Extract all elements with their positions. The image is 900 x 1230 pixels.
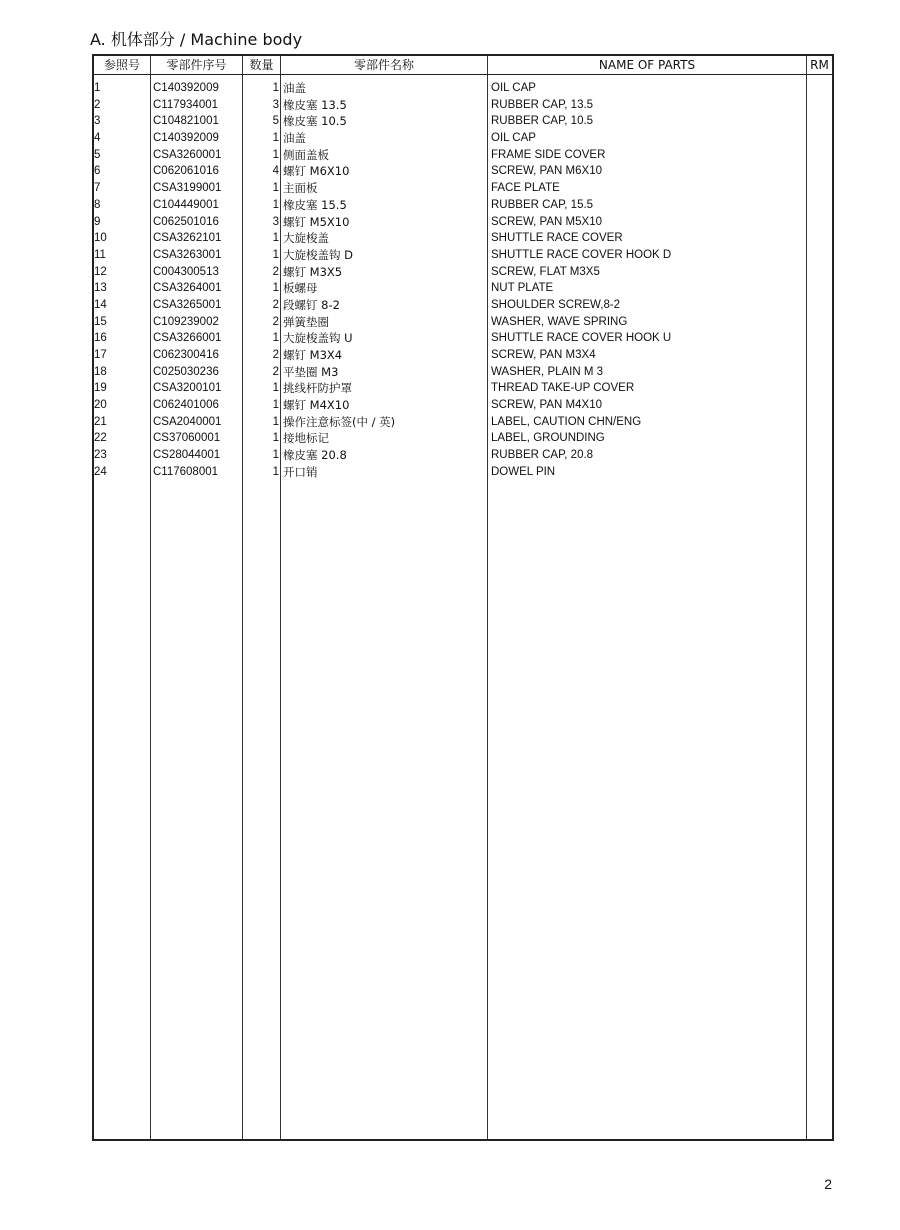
name-cn-cell: 橡皮塞 13.5 [283,97,347,112]
table-row [94,330,832,347]
qty-cell: 1 [272,415,279,428]
table-row [94,113,832,130]
ref-cell: 21 [94,415,107,428]
code-cell: CSA3200101 [153,382,222,395]
qty-cell: 1 [272,148,279,161]
table-row [94,264,832,281]
qty-cell: 2 [272,365,279,378]
code-cell: CSA2040001 [153,415,222,428]
table-row [94,464,832,481]
name-en-cell: LABEL, GROUNDING [491,432,605,445]
code-cell: C025030236 [153,365,219,378]
code-cell: C117934001 [153,98,219,111]
table-row [94,397,832,414]
ref-cell: 17 [94,349,107,361]
code-cell: CS28044001 [153,449,221,462]
name-cn-cell: 油盖 [283,81,306,95]
qty-cell: 3 [272,215,279,228]
ref-cell: 2 [94,98,101,111]
qty-cell: 1 [272,248,279,261]
ref-cell: 4 [94,132,101,145]
name-en-cell: SHUTTLE RACE COVER HOOK U [491,332,672,345]
ref-cell: 1 [94,82,101,94]
ref-cell: 7 [94,182,101,195]
name-en-cell: NUT PLATE [491,282,554,295]
code-cell: CS37060001 [153,432,221,445]
name-cn-cell: 挑线杆防护罩 [283,381,352,396]
name-cn-cell: 螺钉 M6X10 [283,164,350,179]
name-en-cell: SHOULDER SCREW,8-2 [491,298,621,311]
name-cn-cell: 侧面盖板 [283,147,329,162]
name-cn-cell: 段螺钉 8-2 [283,297,340,312]
name-en-cell: RUBBER CAP, 20.8 [491,449,594,462]
table-row [94,230,832,247]
ref-cell: 19 [94,382,107,395]
name-cn-cell: 操作注意标签(中 / 英) [283,414,396,429]
code-cell: C109239002 [153,315,219,328]
header-ref: 参照号 [103,58,140,72]
name-en-cell: WASHER, WAVE SPRING [491,315,628,328]
table-row [94,80,832,97]
table-row [94,214,832,231]
table-row [94,147,832,164]
name-cn-cell: 螺钉 M3X5 [283,264,343,279]
code-cell: CSA3260001 [153,148,222,161]
ref-cell: 18 [94,365,107,378]
table-row [94,97,832,114]
qty-cell: 2 [272,265,279,278]
ref-cell: 23 [94,449,107,462]
ref-cell: 10 [94,232,107,245]
page-number: 2 [824,1176,832,1192]
name-en-cell: THREAD TAKE-UP COVER [491,382,635,395]
name-cn-cell: 螺钉 M3X4 [283,348,343,362]
table-row [94,347,832,364]
table-row [94,364,832,381]
name-cn-cell: 平垫圈 M3 [283,364,339,379]
qty-cell: 1 [272,382,279,395]
name-cn-cell: 板螺母 [283,281,318,296]
ref-cell: 11 [94,248,106,261]
code-cell: C062061016 [153,165,219,178]
name-en-cell: RUBBER CAP, 15.5 [491,198,594,211]
code-cell: C062501016 [153,215,219,228]
table-row [94,247,832,264]
name-en-cell: FACE PLATE [491,182,560,195]
code-cell: C062401006 [153,399,219,412]
code-cell: C104449001 [153,198,219,211]
table-row [94,314,832,331]
parts-table [92,54,834,1141]
code-cell: C140392009 [153,82,219,94]
ref-cell: 15 [94,315,107,328]
name-cn-cell: 弹簧垫圈 [283,314,329,329]
qty-cell: 1 [272,449,279,462]
header-qty: 数量 [249,58,274,72]
name-en-cell: OIL CAP [491,82,536,94]
name-en-cell: SCREW, PAN M4X10 [491,399,602,412]
qty-cell: 1 [272,82,279,94]
qty-cell: 1 [272,332,279,345]
qty-cell: 1 [272,432,279,445]
table-row [94,414,832,431]
table-row [94,130,832,147]
page-title: A. 机体部分 / Machine body [90,30,303,49]
qty-cell: 2 [272,315,279,328]
qty-cell: 1 [272,399,279,412]
qty-cell: 4 [272,165,279,178]
ref-cell: 13 [94,282,107,295]
name-en-cell: WASHER, PLAIN M 3 [491,365,604,378]
ref-cell: 6 [94,165,101,178]
table-row [94,447,832,464]
qty-cell: 1 [272,198,279,211]
qty-cell: 1 [272,282,279,295]
ref-cell: 12 [94,265,107,278]
table-row [94,380,832,397]
code-cell: C062300416 [153,349,219,361]
qty-cell: 1 [272,465,279,478]
qty-cell: 2 [272,298,279,311]
name-cn-cell: 油盖 [283,131,306,146]
header-name-cn: 零部件名称 [353,58,414,72]
header-rm: RM [810,58,829,72]
table-row [94,297,832,314]
qty-cell: 5 [272,115,279,128]
name-cn-cell: 主面板 [283,181,318,196]
code-cell: C104821001 [153,115,219,128]
name-en-cell: RUBBER CAP, 13.5 [491,98,594,111]
code-cell: CSA3266001 [153,332,222,345]
ref-cell: 16 [94,332,107,345]
header-name-en: NAME OF PARTS [598,58,696,72]
name-cn-cell: 橡皮塞 10.5 [283,114,347,129]
name-en-cell: OIL CAP [491,132,536,145]
ref-cell: 24 [94,465,107,478]
name-cn-cell: 大旋梭盖钩 U [283,331,353,346]
code-cell: CSA3263001 [153,248,222,261]
table-row [94,197,832,214]
ref-cell: 3 [94,115,101,128]
name-cn-cell: 大旋梭盖钩 D [283,247,354,262]
table-row [94,180,832,197]
ref-cell: 22 [94,432,107,445]
name-en-cell: RUBBER CAP, 10.5 [491,115,594,128]
name-en-cell: SCREW, PAN M6X10 [491,165,602,178]
qty-cell: 3 [272,98,279,111]
name-cn-cell: 螺钉 M4X10 [283,398,350,413]
name-en-cell: SCREW, FLAT M3X5 [491,265,600,278]
name-en-cell: LABEL, CAUTION CHN/ENG [491,415,642,428]
qty-cell: 1 [272,232,279,245]
name-en-cell: SHUTTLE RACE COVER HOOK D [491,248,672,261]
name-cn-cell: 大旋梭盖 [283,231,329,246]
name-en-cell: SHUTTLE RACE COVER [491,232,623,245]
name-en-cell: DOWEL PIN [491,465,556,478]
code-cell: CSA3264001 [153,282,222,295]
code-cell: C140392009 [153,132,219,145]
table-row [94,430,832,447]
parts-rows [94,80,832,481]
qty-cell: 1 [272,132,279,145]
name-cn-cell: 橡皮塞 20.8 [283,448,347,463]
name-cn-cell: 开口销 [283,464,318,479]
name-en-cell: FRAME SIDE COVER [491,148,606,161]
ref-cell: 14 [94,298,107,311]
code-cell: CSA3265001 [153,298,222,311]
table-row [94,163,832,180]
ref-cell: 8 [94,198,101,211]
qty-cell: 2 [272,349,279,361]
header-code: 零部件序号 [166,58,227,72]
name-cn-cell: 接地标记 [283,431,329,446]
code-cell: C117608001 [153,465,219,478]
code-cell: C004300513 [153,265,219,278]
code-cell: CSA3199001 [153,182,222,195]
qty-cell: 1 [272,182,279,195]
ref-cell: 5 [94,148,101,161]
ref-cell: 9 [94,215,101,228]
name-en-cell: SCREW, PAN M5X10 [491,215,602,228]
ref-cell: 20 [94,399,107,412]
header-divider [94,74,832,75]
table-row [94,280,832,297]
name-cn-cell: 螺钉 M5X10 [283,214,350,229]
code-cell: CSA3262101 [153,232,222,245]
name-en-cell: SCREW, PAN M3X4 [491,349,596,361]
name-cn-cell: 橡皮塞 15.5 [283,197,347,212]
